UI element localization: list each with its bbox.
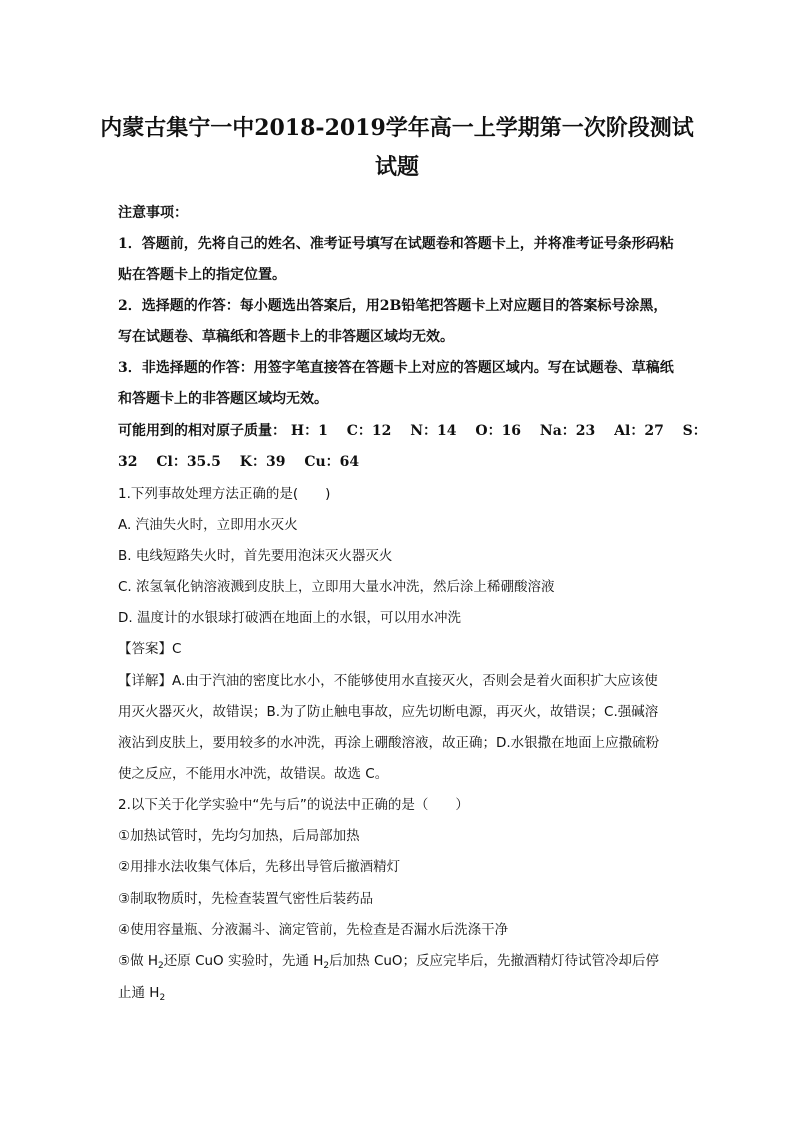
atomic-masses-line1: 可能用到的相对原子质量： H：1 C：12 N：14 O：16 Na：23 Al：27 S： bbox=[118, 423, 707, 439]
question-1-option-a: A. 汽油失火时，立即用水灭火 bbox=[118, 517, 298, 533]
question-1-option-b: B. 电线短路失火时，首先要用泡沫灭火器灭火 bbox=[118, 548, 393, 564]
note-1-line1: 1．答题前，先将自己的姓名、准考证号填写在试题卷和答题卡上，并将准考证号条形码粘 bbox=[118, 236, 674, 252]
question-2-statement-5-line1: ⑤做 $H_2$还原 CuO 实验时，先通 $H_2$后加热 CuO；反应完毕后，先撤酒精灯待试管冷却后停 bbox=[118, 953, 660, 971]
question-1-option-c: C. 浓氢氧化钠溶液溅到皮肤上，立即用大量水冲洗，然后涂上稀硼酸溶液 bbox=[118, 579, 555, 595]
question-2-statement-4: ④使用容量瓶、分液漏斗、滴定管前，先检查是否漏水后洗涤干净 bbox=[118, 922, 509, 938]
question-2-statement-2: ②用排水法收集气体后，先移出导管后撤酒精灯 bbox=[118, 859, 401, 875]
document-title-line2: 试题 bbox=[374, 154, 419, 180]
document-title-line1: 内蒙古集宁一中2018-2019学年高一上学期第一次阶段测试 bbox=[100, 115, 694, 141]
question-1-stem: 1.下列事故处理方法正确的是( ) bbox=[118, 486, 331, 502]
question-1-answer: 【答案】C bbox=[118, 641, 182, 657]
note-2-line1: 2．选择题的作答：每小题选出答案后，用2B铅笔把答题卡上对应题目的答案标号涂黑， bbox=[118, 298, 668, 314]
note-3-line2: 和答题卡上的非答题区域均无效。 bbox=[118, 391, 328, 407]
question-2-statement-1: ①加热试管时，先均匀加热，后局部加热 bbox=[118, 828, 360, 844]
note-2-line2: 写在试题卷、草稿纸和答题卡上的非答题区域均无效。 bbox=[118, 329, 454, 345]
question-1-explanation-line1: 【详解】A.由于汽油的密度比水小，不能够使用水直接灭火，否则会是着火面积扩大应该使 bbox=[118, 673, 658, 689]
note-3-line1: 3．非选择题的作答：用签字笔直接答在答题卡上对应的答题区域内。写在试题卷、草稿纸 bbox=[118, 360, 674, 376]
note-1-line2: 贴在答题卡上的指定位置。 bbox=[118, 267, 286, 283]
question-1-explanation-line3: 液沾到皮肤上，要用较多的水冲洗，再涂上硼酸溶液，故正确；D.水银撒在地面上应撒硫粉 bbox=[118, 735, 660, 751]
question-2-statement-3: ③制取物质时，先检查装置气密性后装药品 bbox=[118, 891, 374, 907]
question-2-statement-5-line2: 止通 $H_2$ bbox=[118, 985, 166, 1003]
question-1-explanation-line4: 使之反应，不能用水冲洗，故错误。故选 C。 bbox=[118, 766, 389, 782]
question-2-stem: 2.以下关于化学实验中“先与后”的说法中正确的是（ ） bbox=[118, 797, 469, 813]
atomic-masses-line2: 32 Cl：35.5 K：39 Cu：64 bbox=[118, 454, 360, 470]
notes-heading: 注意事项： bbox=[118, 205, 188, 221]
question-1-option-d: D. 温度计的水银球打破洒在地面上的水银，可以用水冲洗 bbox=[118, 610, 461, 626]
question-1-explanation-line2: 用灭火器灭火，故错误；B.为了防止触电事故，应先切断电源，再灭火，故错误；C.强碱溶 bbox=[118, 704, 659, 720]
